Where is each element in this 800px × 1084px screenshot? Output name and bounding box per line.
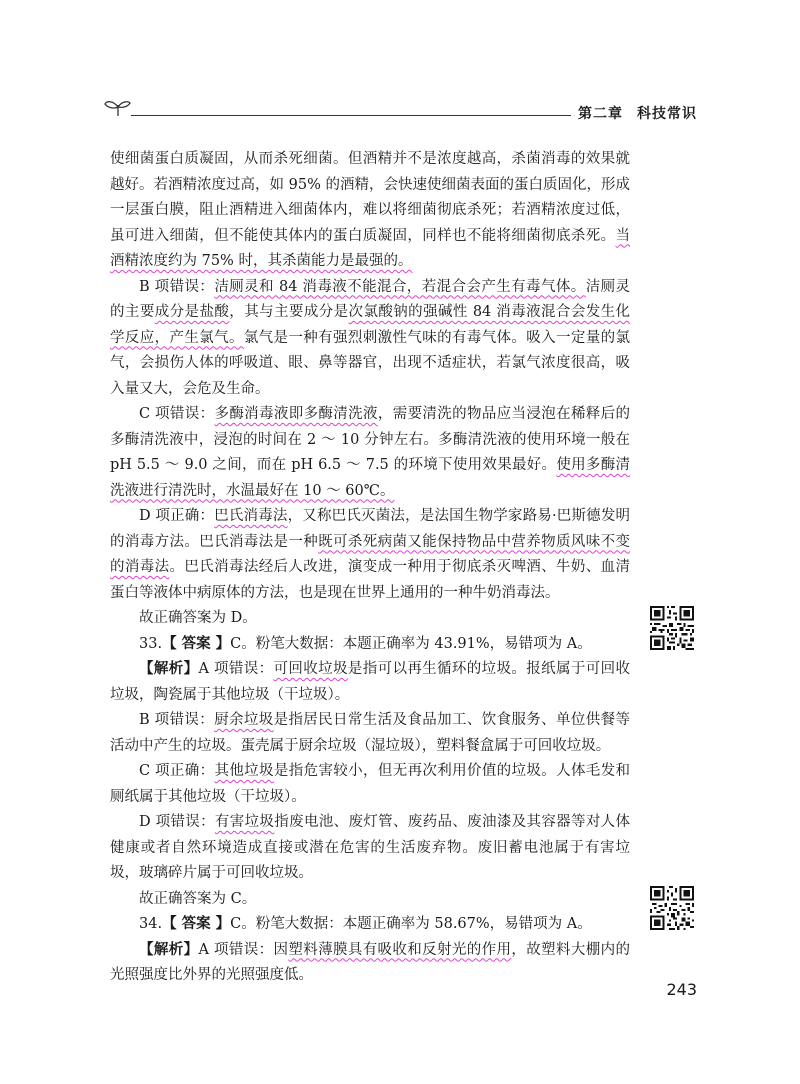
text-run: 氯气是一种有强烈刺激性气味的有毒气体。吸入一定量的氯气，会损伤人体的呼吸道、眼、鼻等器官，出现不适症状，若氯气浓度很高，吸入量又大，会危及生命。: [110, 329, 631, 397]
page-content: [110, 147, 630, 989]
text-run: 是指可以再生循环的垃圾。报纸属于可回收垃圾，陶瓷属于其他垃圾（干垃圾）。: [110, 661, 631, 703]
answer-tag: 【 答案 】: [162, 635, 231, 652]
text-run: ，需要清洗的物品应当浸泡在稀释后的多酶清洗液中，浸泡的时间在 2 ～ 10 分钟左右。多酶清洗液的使用环境一般在 pH 5.5 ～ 9.0 之间，而在 pH 6.5 ～ 7.5 的环境下使用效果最好。: [110, 406, 630, 473]
text-run: A 项错误：: [198, 661, 274, 677]
text-run: 是指危害较小，但无再次利用价值的垃圾。人体毛发和厕纸属于其他垃圾（干垃圾）。: [110, 763, 630, 805]
highlight-run: 使用多酶清洗液进行清洗时，水温最好在 10 ～ 60℃。: [110, 457, 631, 499]
sprout-icon: [103, 98, 133, 118]
question-34-answer: [110, 912, 630, 938]
text-run: 使细菌蛋白质凝固，从而杀死细菌。但酒精并不是浓度越高，杀菌消毒的效果就越好。若酒精浓度过高，如 95% 的酒精，会快速使细菌表面的蛋白质固化，形成一层蛋白膜，阻止酒精进入细菌体内，难以将细菌彻底杀死；若酒精浓度过低，虽可进入细菌，但不能使其体内的蛋白质凝固，同样也不能将细菌彻底杀死。: [110, 151, 630, 244]
paragraph-option-d: [110, 504, 630, 606]
question-number: 33.: [139, 635, 163, 652]
analysis-33-a: [110, 657, 630, 708]
highlight-run: 多酶消毒液即多酶清洗液: [214, 406, 378, 422]
qr-code-icon[interactable]: [650, 886, 694, 930]
text-run: C 项正确：: [139, 763, 215, 779]
analysis-33-b: [110, 708, 630, 759]
qr-code-graphic: [650, 886, 694, 930]
chapter-heading: [578, 103, 697, 123]
highlight-run: 成分是盐酸: [154, 304, 230, 320]
qr-code-graphic: [650, 606, 694, 650]
analysis-tag: 【解析】: [139, 941, 199, 958]
text-run: B 项错误：: [139, 712, 215, 728]
paragraph-option-b: [110, 275, 630, 403]
highlight-run: 其他垃圾: [214, 763, 274, 779]
text-run: A 项错误：因: [198, 941, 289, 958]
answer-text: C。粉笔大数据：本题正确率为 43.91%，易错项为 A。: [230, 635, 592, 652]
analysis-33-d: [110, 810, 630, 887]
answer-line-33: 故正确答案为 C。: [139, 890, 257, 907]
text-run: B 项错误：: [139, 278, 215, 295]
text-run: 是指居民日常生活及食品加工、饮食服务、单位供餐等活动中产生的垃圾。蛋壳属于厨余垃圾（湿垃圾），塑料餐盒属于可回收垃圾。: [110, 712, 631, 754]
question-33-answer: [110, 632, 630, 658]
highlight-run: 次氯酸钠的强碱性 84 消毒液混合会发生化学反应，产生氯气。: [110, 304, 631, 346]
page-number: 243: [666, 980, 697, 999]
highlight-run: 可回收垃圾: [273, 661, 348, 677]
text-run: C 项错误：: [139, 406, 215, 422]
text-run: ，其与主要成分是: [229, 304, 349, 320]
page-header: [103, 98, 697, 132]
text-run: D 项错误：: [139, 814, 215, 830]
chapter-number: 第二章: [578, 106, 623, 122]
highlight-run: 厨余垃圾: [214, 712, 274, 728]
answer-tag: 【 答案 】: [162, 916, 231, 932]
text-run: ，又称巴氏灭菌法，是法国生物学家路易·巴斯德发明的消毒方法。巴氏消毒法是一种: [110, 508, 631, 550]
analysis-33-c: [110, 759, 630, 810]
highlight-run: 有害垃圾: [214, 814, 275, 830]
highlight-run: 当酒精浓度约为 75% 时，其杀菌能力是最强的。: [110, 227, 630, 269]
analysis-tag: 【解析】: [139, 661, 199, 677]
highlight-run: 塑料薄膜具有吸收和反射光的作用: [288, 941, 512, 958]
answer-line-32: 故正确答案为 D。: [139, 610, 257, 626]
answer-text: C。粉笔大数据：本题正确率为 58.67%，易错项为 A。: [230, 916, 592, 932]
paragraph-option-c: [110, 402, 630, 504]
highlight-run: 洁厕灵和 84 消毒液不能混合，若混合会产生有毒气体。: [214, 278, 586, 295]
qr-code-icon[interactable]: [650, 606, 694, 650]
text-run: ，故塑料大棚内的光照强度比外界的光照强度低。: [110, 941, 631, 983]
text-run: 。巴氏消毒法经后人改进，演变成一种用于彻底杀灭啤酒、牛奶、血清蛋白等液体中病原体的方法，也是现在世界上通用的一种牛奶消毒法。: [110, 559, 631, 601]
chapter-subject: 科技常识: [637, 106, 697, 122]
paragraph-alcohol: [110, 147, 630, 275]
header-rule: [131, 115, 571, 116]
text-run: D 项正确：: [139, 508, 215, 524]
text-run: 洁厕灵的主要: [110, 278, 631, 320]
analysis-34-a: [110, 938, 630, 989]
text-run: 指废电池、废灯管、废药品、废油漆及其容器等对人体健康或者自然环境造成直接或潜在危害的生活废弃物。废旧蓄电池属于有害垃圾，玻璃碎片属于可回收垃圾。: [110, 814, 631, 881]
question-number: 34.: [139, 916, 163, 932]
highlight-run: 既可杀死病菌又能保持物品中营养物质风味不变的消毒法: [110, 533, 631, 575]
highlight-run: 巴氏消毒法: [214, 508, 288, 524]
